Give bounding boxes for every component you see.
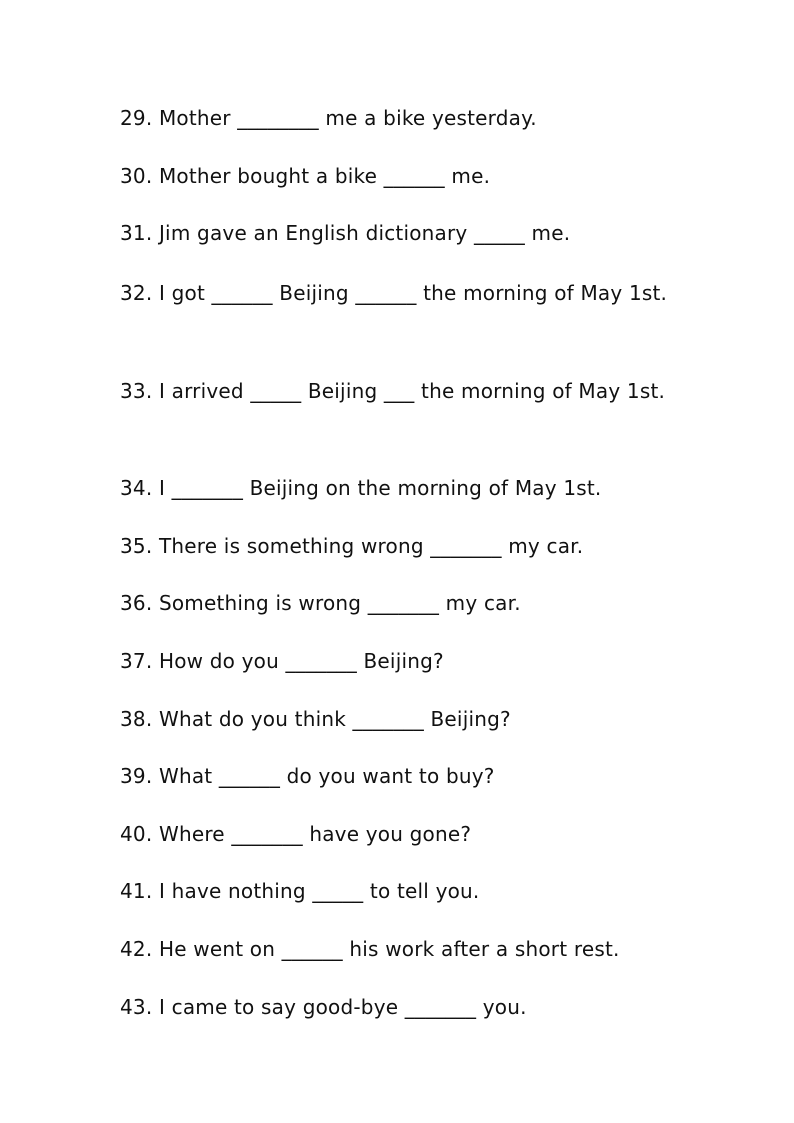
- question-42: 42. He went on ______ his work after a short rest.: [120, 936, 620, 961]
- question-31: 31. Jim gave an English dictionary _____ me.: [120, 221, 571, 246]
- question-39: 39. What ______ do you want to buy?: [120, 764, 495, 789]
- question-29: 29. Mother ________ me a bike yesterday.: [120, 106, 537, 130]
- question-40: 40. Where _______ have you gone?: [120, 821, 472, 846]
- question-list: [120, 100, 674, 1046]
- question-34: 34. I _______ Beijing on the morning of May 1st.: [120, 476, 602, 501]
- question-33: 33. I arrived _____ Beijing ___ the morning of May 1st.: [120, 379, 666, 404]
- question-41: 41. I have nothing _____ to tell you.: [120, 879, 480, 904]
- question-43: 43. I came to say good-bye _______ you.: [120, 994, 527, 1019]
- question-35: 35. There is something wrong _______ my car.: [120, 533, 584, 558]
- question-32: 32. I got ______ Beijing ______ the morning of May 1st.: [120, 280, 668, 305]
- question-36: 36. Something is wrong _______ my car.: [120, 591, 521, 616]
- question-37: 37. How do you _______ Beijing?: [120, 648, 444, 673]
- question-30: 30. Mother bought a bike ______ me.: [120, 163, 491, 188]
- question-38: 38. What do you think _______ Beijing?: [120, 706, 511, 731]
